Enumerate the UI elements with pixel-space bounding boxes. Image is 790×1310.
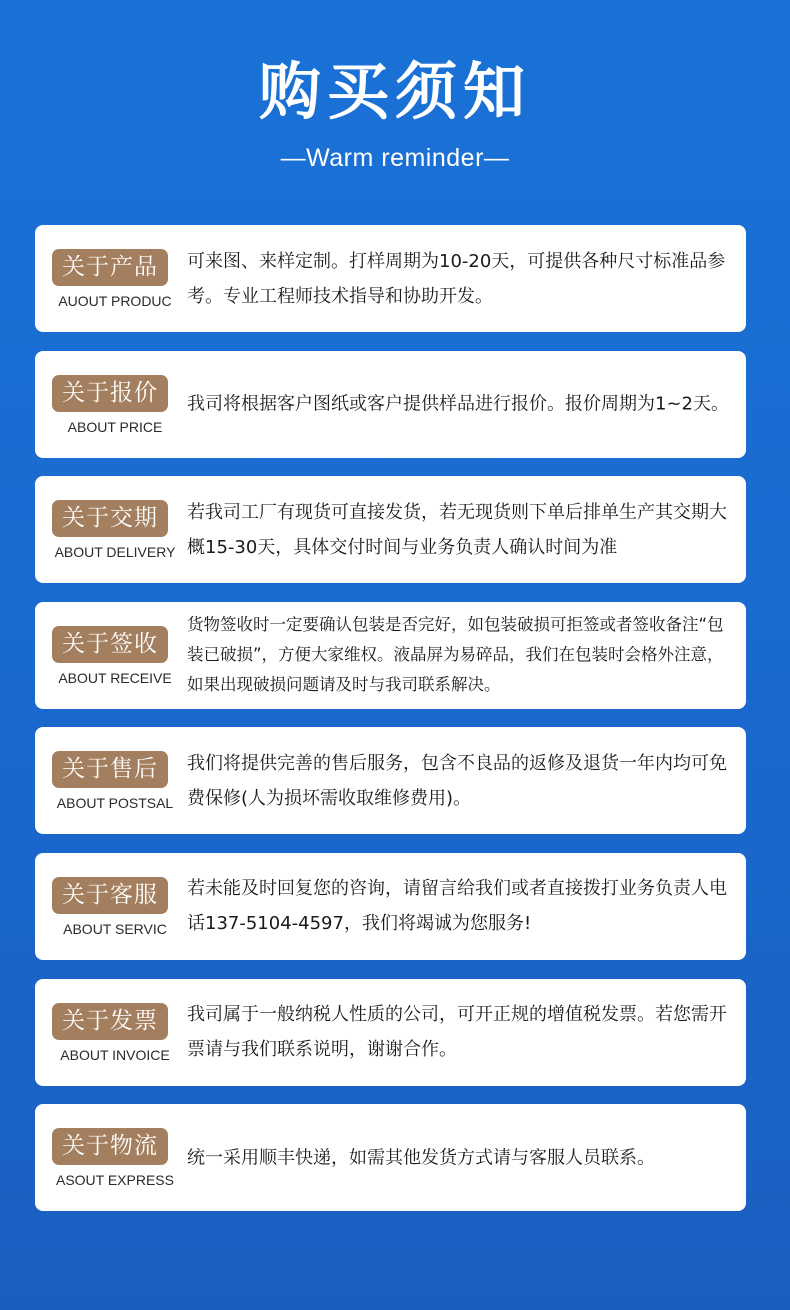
card-badge-english: ASOUT EXPRESS bbox=[55, 1172, 174, 1189]
notice-card-service bbox=[35, 853, 746, 960]
card-badge: 关于客服 bbox=[52, 877, 168, 914]
card-text: 我们将提供完善的售后服务，包含不良品的返修及退货一年内均可免费保修(人为损坏需收取维修费用)。 bbox=[187, 752, 727, 809]
card-badge: 关于报价 bbox=[52, 375, 168, 412]
card-badge: 关于发票 bbox=[52, 1003, 168, 1040]
page-subtitle: —Warm reminder— bbox=[280, 144, 510, 172]
card-badge: 关于产品 bbox=[52, 249, 168, 286]
card-text: 可来图、来样定制。打样周期为10-20天，可提供各种尺寸标准品参考。专业工程师技术指导和协助开发。 bbox=[187, 250, 726, 307]
page-title: 购买须知 bbox=[258, 55, 531, 128]
card-badge: 关于交期 bbox=[52, 500, 168, 537]
card-badge: 关于物流 bbox=[52, 1128, 168, 1165]
notice-card-price bbox=[35, 351, 746, 458]
notice-card-invoice bbox=[35, 979, 746, 1086]
card-badge-english: ABOUT DELIVERY bbox=[54, 544, 176, 561]
card-text: 我司属于一般纳税人性质的公司，可开正规的增值税发票。若您需开票请与我们联系说明，谢谢合作。 bbox=[187, 1004, 727, 1061]
card-text: 若未能及时回复您的咨询，请留言给我们或者直接拨打业务负责人电话137-5104-4597，我们将竭诚为您服务! bbox=[187, 878, 727, 935]
notice-card-product bbox=[35, 225, 746, 332]
notice-card-delivery bbox=[35, 476, 746, 583]
card-badge-english: ABOUT POSTSAL bbox=[56, 795, 174, 812]
card-text: 我司将根据客户图纸或客户提供样品进行报价。报价周期为1~2天。 bbox=[187, 393, 729, 415]
card-badge-english: AUOUT PRODUC bbox=[58, 293, 172, 309]
card-badge-english: ABOUT PRICE bbox=[67, 418, 163, 435]
card-badge-english: ABOUT INVOICE bbox=[60, 1046, 170, 1063]
notice-card-express bbox=[35, 1104, 746, 1211]
notice-card-after-sales bbox=[35, 727, 746, 834]
card-badge-english: ABOUT SERVIC bbox=[63, 920, 167, 937]
card-text: 统一采用顺丰快递，如需其他发货方式请与客服人员联系。 bbox=[187, 1147, 655, 1169]
card-text: 货物签收时一定要确认包装是否完好，如包装破损可拒签或者签收备注“包装已破损”，方便大家维权。液晶屏为易碎品，我们在包装时会格外注意，如果出现破损问题请及时与我司联系解决。 bbox=[187, 615, 724, 695]
card-text: 若我司工厂有现货可直接发货，若无现货则下单后排单生产其交期大概15-30天，具体交付时间与业务负责人确认时间为准 bbox=[187, 501, 727, 558]
notice-card-receive bbox=[35, 602, 746, 709]
card-badge: 关于签收 bbox=[52, 626, 168, 663]
card-badge-english: ABOUT RECEIVE bbox=[58, 669, 172, 686]
card-badge: 关于售后 bbox=[52, 751, 168, 788]
notice-list bbox=[35, 225, 746, 1230]
